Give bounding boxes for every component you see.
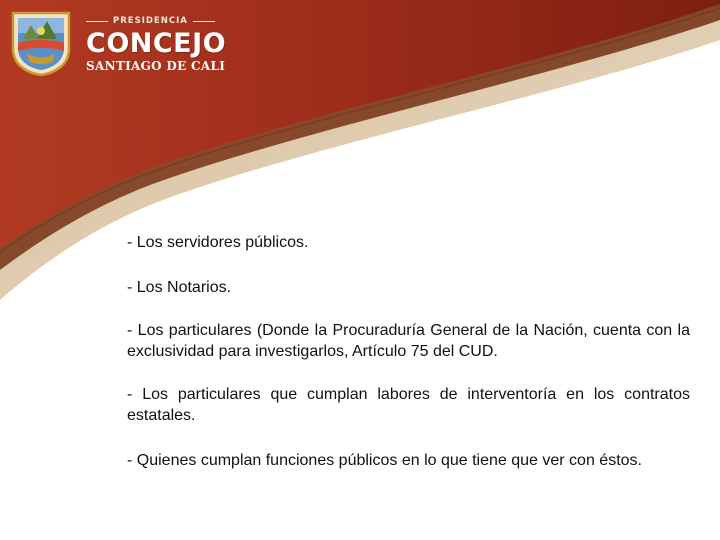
coat-of-arms-icon (9, 9, 73, 77)
divider (86, 21, 108, 22)
logo-subtitle: SANTIAGO DE CALI (86, 59, 226, 73)
logo-supertitle: PRESIDENCIA (113, 16, 188, 26)
list-item: - Quienes cumplan funciones públicos en lo que tiene que ver con éstos. (127, 452, 642, 469)
list-item: - Los particulares (Donde la Procuraduría General de la Nación, cuenta con la exclusividad para investigarlos, Artículo 75 del CUD. (127, 322, 690, 360)
list-item: - Los particulares que cumplan labores de interventoría en los contratos estatales. (127, 386, 690, 424)
list-item: - Los Notarios. (127, 279, 232, 296)
divider (193, 21, 215, 22)
logo-title: CONCEJO (86, 28, 227, 59)
logo-supertitle-row (86, 14, 236, 28)
list-item: - Los servidores públicos. (127, 234, 309, 251)
logo-wordmark (86, 14, 236, 73)
